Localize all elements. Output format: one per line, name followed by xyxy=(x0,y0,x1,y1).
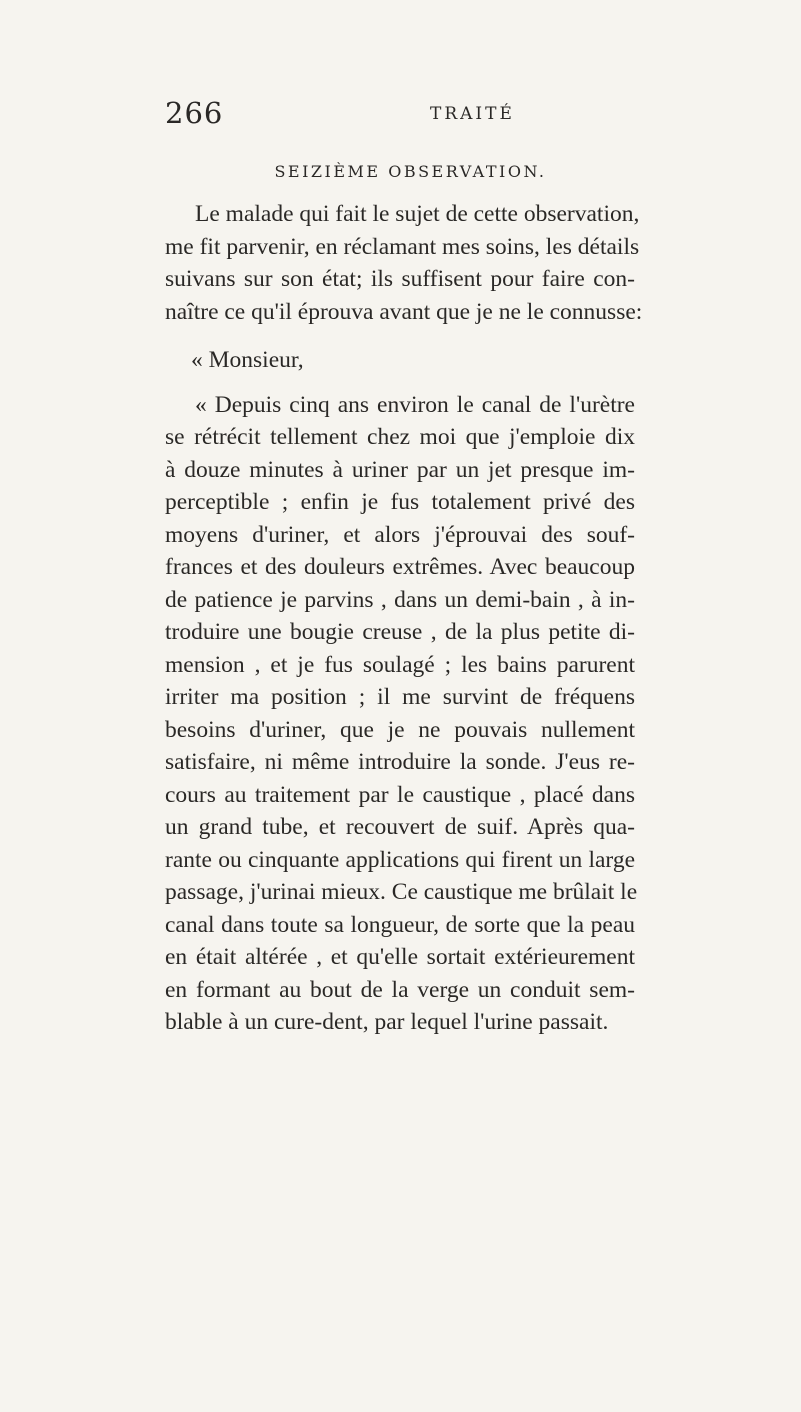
text-line: besoins d'uriner, que je ne pouvais nullement xyxy=(165,716,635,743)
text-line: naître ce qu'il éprouva avant que je ne le connusse: xyxy=(165,298,643,325)
text-line: irriter ma position ; il me survint de fréquens xyxy=(165,684,635,710)
running-head: TRAITÉ xyxy=(430,104,515,124)
paragraph-intro xyxy=(165,198,643,328)
text-line: mension , et je fus soulagé ; les bains parurent xyxy=(165,651,635,678)
body-text xyxy=(165,198,643,1039)
text-line: me fit parvenir, en réclamant mes soins, les détails xyxy=(165,233,640,260)
text-line: canal dans toute sa longueur, de sorte que la peau xyxy=(165,911,635,938)
text-line: rante ou cinquante applications qui firent un large xyxy=(165,846,635,873)
salutation: « Monsieur, xyxy=(191,347,304,373)
text-line: frances et des douleurs extrêmes. Avec beaucoup xyxy=(165,554,635,580)
paragraph-letter xyxy=(165,389,638,1039)
page-number: 266 xyxy=(165,96,224,130)
text-line: perceptible ; enfin je fus totalement privé des xyxy=(165,489,635,515)
text-line: en formant au bout de la verge un conduit sem- xyxy=(165,976,635,1003)
text-line: satisfaire, ni même introduire la sonde. J'eus re- xyxy=(165,749,635,775)
text-line: troduire une bougie creuse , de la plus petite di- xyxy=(165,619,635,645)
text-line: suivans sur son état; ils suffisent pour faire con- xyxy=(165,266,635,292)
text-line: se rétrécit tellement chez moi que j'emploie dix xyxy=(165,424,635,450)
text-line: à douze minutes à uriner par un jet presque im- xyxy=(165,456,635,483)
text-line: en était altérée , et qu'elle sortait extérieurement xyxy=(165,944,635,970)
text-line: de patience je parvins , dans un demi-bain , à in- xyxy=(165,586,635,613)
text-line: un grand tube, et recouvert de suif. Après qua- xyxy=(165,814,635,840)
text-line: moyens d'uriner, et alors j'éprouvai des souf- xyxy=(165,521,635,548)
page-header xyxy=(0,96,801,136)
text-line: passage, j'urinai mieux. Ce caustique me brûlait le xyxy=(165,879,638,905)
text-line: Le malade qui fait le sujet de cette observation, xyxy=(195,201,640,227)
text-line: « Depuis cinq ans environ le canal de l'urètre xyxy=(195,391,635,418)
text-line: blable à un cure-dent, par lequel l'urine passait. xyxy=(165,1009,609,1035)
section-title: SEIZIÈME OBSERVATION. xyxy=(274,162,547,181)
text-line: cours au traitement par le caustique , placé dans xyxy=(165,781,635,808)
